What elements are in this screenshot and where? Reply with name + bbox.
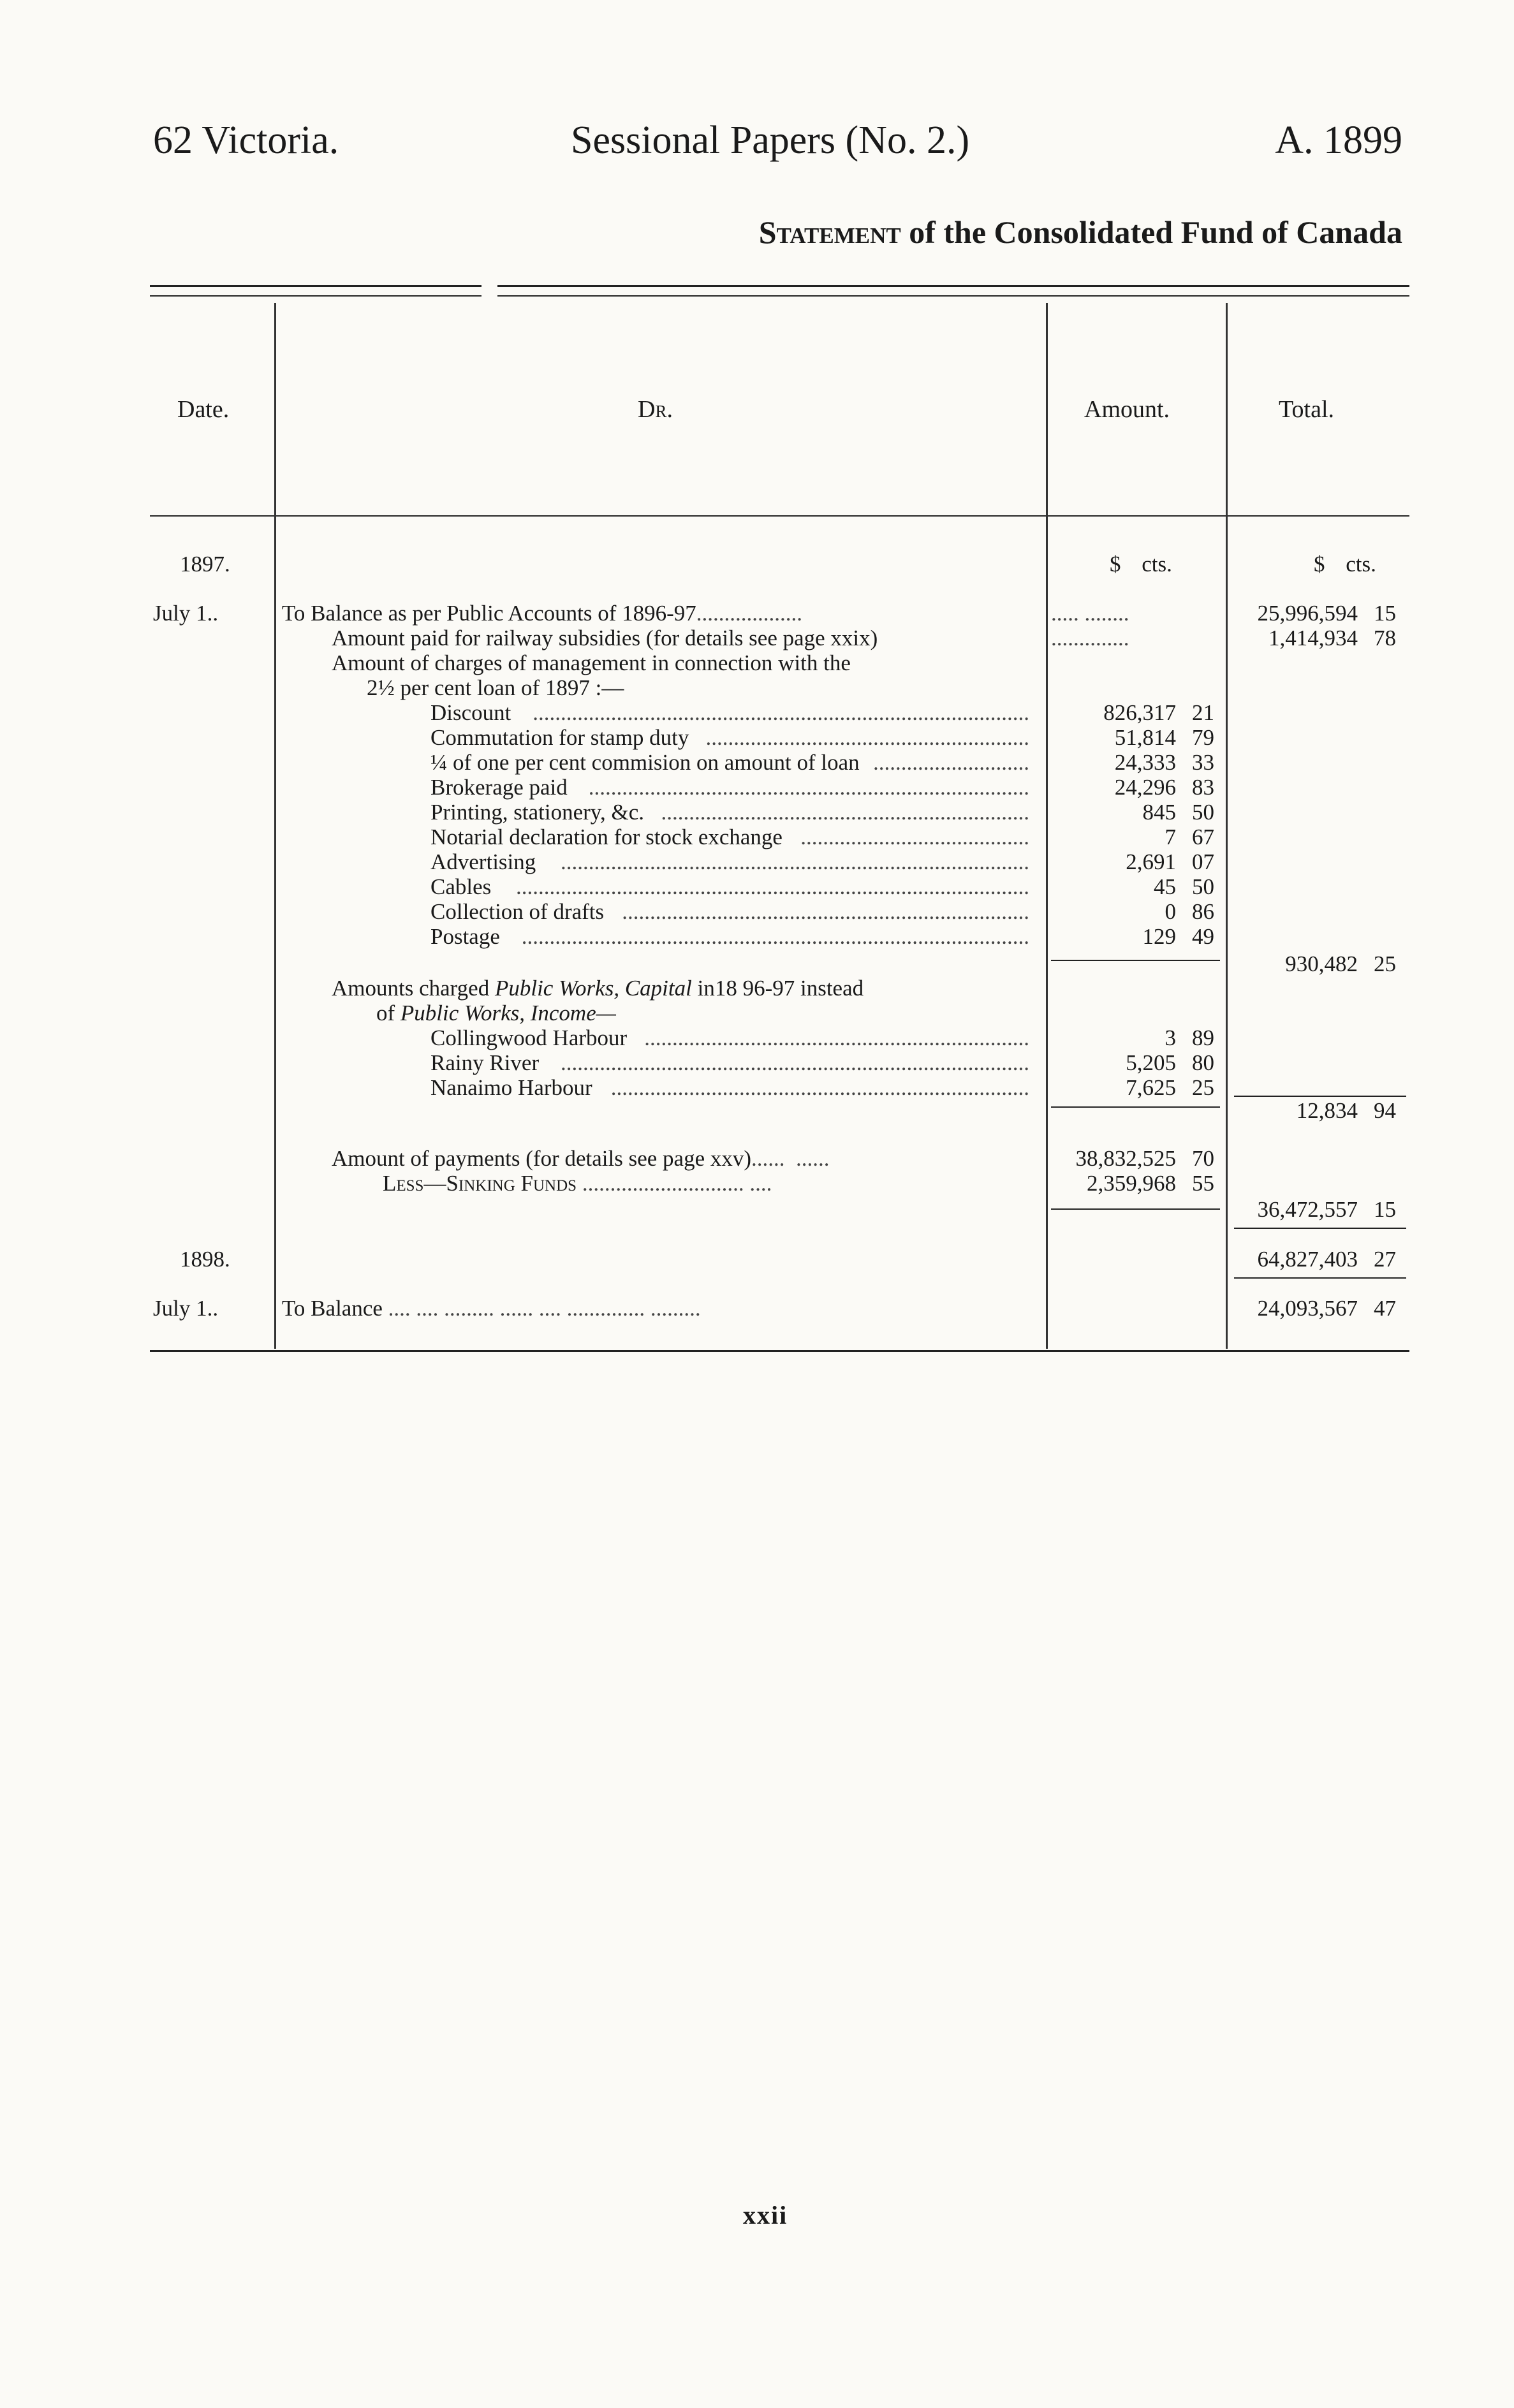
row-loan-heading: 2½ per cent loan of 1897 :— [367, 675, 624, 700]
charge-item-cents: 50 [1192, 800, 1214, 825]
charge-item-leader: ............................................................................................ [516, 874, 1029, 899]
title-rest: of the Consolidated Fund of Canada [900, 214, 1402, 250]
charge-item-text: Notarial declaration for stock exchange [430, 825, 783, 849]
charge-item-leader: ......................................................................................... [533, 700, 1029, 725]
balance-date: July 1.. [153, 1296, 219, 1321]
charge-item-text: ¼ of one per cent commision on amount of loan [430, 750, 860, 775]
charge-item-leader: .......................................................... [705, 725, 1029, 750]
charges-sum-rule [1051, 960, 1220, 961]
top-rule-left [150, 285, 481, 287]
payments-cents: 70 [1192, 1146, 1214, 1171]
header-sessional-papers: Sessional Papers (No. 2.) [571, 119, 970, 162]
grand-total-dollars: 64,827,403 [1257, 1247, 1358, 1272]
sinking-cents: 55 [1192, 1171, 1214, 1196]
charge-item-dollars: 45 [1154, 874, 1176, 899]
sinking-text: Less—Sinking Funds ............................. .... [383, 1171, 772, 1196]
charge-item-text: Commutation for stamp duty [430, 725, 689, 750]
title-lead: Statement [758, 214, 901, 250]
public-works-subheading: of Public Works, Income— [376, 1001, 616, 1025]
page-number: xxii [743, 2201, 788, 2229]
header-year: A. 1899 [1275, 119, 1402, 162]
row-balance-total-cents: 15 [1374, 601, 1396, 626]
row-railway-total-cents: 78 [1374, 626, 1396, 650]
sinking-dollars: 2,359,968 [1087, 1171, 1176, 1196]
statement-title [759, 214, 1402, 251]
charge-item-leader: ........................................................................................... [521, 924, 1029, 949]
net-total-cents: 15 [1374, 1197, 1396, 1222]
charge-item-leader: ............................ [873, 750, 1029, 775]
charge-item-cents: 50 [1192, 874, 1214, 899]
net-total-dollars: 36,472,557 [1257, 1197, 1358, 1222]
payments-sum-rule [1051, 1208, 1220, 1210]
charge-item-leader: ............................................................................... [588, 775, 1029, 800]
total-units: $ cts. [1314, 552, 1376, 576]
charge-item-leader: .................................................................................... [561, 849, 1029, 874]
grand-total-cents: 27 [1374, 1247, 1396, 1272]
charge-item-leader: ......................................................................... [622, 899, 1029, 924]
charge-item-dollars: 51,814 [1114, 725, 1176, 750]
pw-item-leader: ........................................................................... [610, 1075, 1029, 1100]
total-rule-1 [1234, 1096, 1406, 1097]
pw-item-text: Rainy River [430, 1050, 540, 1075]
col-head-date: Date. [177, 396, 230, 423]
pw-item-cents: 80 [1192, 1050, 1214, 1075]
pw-item-cents: 25 [1192, 1075, 1214, 1100]
balance-text: To Balance .... .... ......... ...... .... .............. ......... [282, 1296, 701, 1321]
row-railway-amount-dots: .............. [1051, 626, 1129, 650]
payments-dollars: 38,832,525 [1075, 1146, 1176, 1171]
pw-item-dollars: 3 [1165, 1025, 1176, 1050]
table-bottom-rule [150, 1350, 1409, 1352]
total-rule-2 [1234, 1228, 1406, 1229]
header-bottom-rule [150, 515, 1409, 517]
pw-item-leader: ..................................................................... [644, 1025, 1029, 1050]
charge-item-cents: 21 [1192, 700, 1214, 725]
charge-item-cents: 49 [1192, 924, 1214, 949]
charge-item-cents: 33 [1192, 750, 1214, 775]
row-balance-amount-dots: ..... ........ [1051, 601, 1129, 626]
charge-item-leader: .................................................................. [661, 800, 1029, 825]
charge-item-text: Printing, stationery, &c. [430, 800, 645, 825]
charge-item-cents: 07 [1192, 849, 1214, 874]
row-charges-heading: Amount of charges of management in connection with the [332, 650, 851, 675]
row-balance-total-dollars: 25,996,594 [1257, 601, 1358, 626]
charge-item-text: Discount [430, 700, 511, 725]
pw-item-cents: 89 [1192, 1025, 1214, 1050]
pw-item-text: Collingwood Harbour [430, 1025, 628, 1050]
row-date-july-1: July 1.. [153, 601, 219, 626]
charge-item-dollars: 0 [1165, 899, 1176, 924]
pw-item-dollars: 7,625 [1126, 1075, 1176, 1100]
header-volume: 62 Victoria. [153, 119, 339, 162]
row-railway-text: Amount paid for railway subsidies (for details see page xxix) [332, 626, 878, 650]
charges-total-dollars: 930,482 [1285, 951, 1358, 976]
charge-item-dollars: 129 [1142, 924, 1176, 949]
row-railway-total-dollars: 1,414,934 [1268, 626, 1358, 650]
charge-item-text: Advertising [430, 849, 536, 874]
pw-sum-rule [1051, 1106, 1220, 1108]
charge-item-text: Brokerage paid [430, 775, 568, 800]
col-head-amount: Amount. [1084, 396, 1170, 423]
charge-item-cents: 86 [1192, 899, 1214, 924]
charge-item-dollars: 7 [1165, 825, 1176, 849]
col-divider-date [274, 303, 276, 1349]
balance-total-dollars: 24,093,567 [1257, 1296, 1358, 1321]
pw-total-cents: 94 [1374, 1098, 1396, 1123]
balance-total-cents: 47 [1374, 1296, 1396, 1321]
charge-item-dollars: 826,317 [1103, 700, 1176, 725]
pw-item-leader: .................................................................................... [561, 1050, 1029, 1075]
amount-units: $ cts. [1110, 552, 1172, 576]
charge-item-dollars: 24,296 [1114, 775, 1176, 800]
col-head-dr: Dr. [638, 396, 673, 423]
charge-item-text: Collection of drafts [430, 899, 605, 924]
charge-item-dollars: 24,333 [1114, 750, 1176, 775]
charge-item-text: Cables [430, 874, 492, 899]
top-rule-right-2 [497, 295, 1409, 297]
row-balance-text: To Balance as per Public Accounts of 1896-97................... [282, 601, 803, 626]
pw-item-dollars: 5,205 [1126, 1050, 1176, 1075]
col-divider-amount [1046, 303, 1048, 1349]
year-1897: 1897. [180, 552, 230, 576]
top-rule-right [497, 285, 1409, 287]
charge-item-text: Postage [430, 924, 500, 949]
pw-item-text: Nanaimo Harbour [430, 1075, 592, 1100]
charge-item-dollars: 845 [1142, 800, 1176, 825]
charge-item-cents: 67 [1192, 825, 1214, 849]
year-1898: 1898. [180, 1247, 230, 1272]
top-rule-left-2 [150, 295, 481, 297]
charge-item-cents: 83 [1192, 775, 1214, 800]
col-divider-total [1226, 303, 1228, 1349]
total-rule-3 [1234, 1277, 1406, 1279]
col-head-total: Total. [1279, 396, 1335, 423]
charges-total-cents: 25 [1374, 951, 1396, 976]
charge-item-dollars: 2,691 [1126, 849, 1176, 874]
public-works-heading: Amounts charged Public Works, Capital in18 96-97 instead [332, 976, 864, 1001]
payments-text: Amount of payments (for details see page xxv)...... ...... [332, 1146, 830, 1171]
pw-total-dollars: 12,834 [1296, 1098, 1358, 1123]
charge-item-cents: 79 [1192, 725, 1214, 750]
charge-item-leader: ......................................... [800, 825, 1029, 849]
